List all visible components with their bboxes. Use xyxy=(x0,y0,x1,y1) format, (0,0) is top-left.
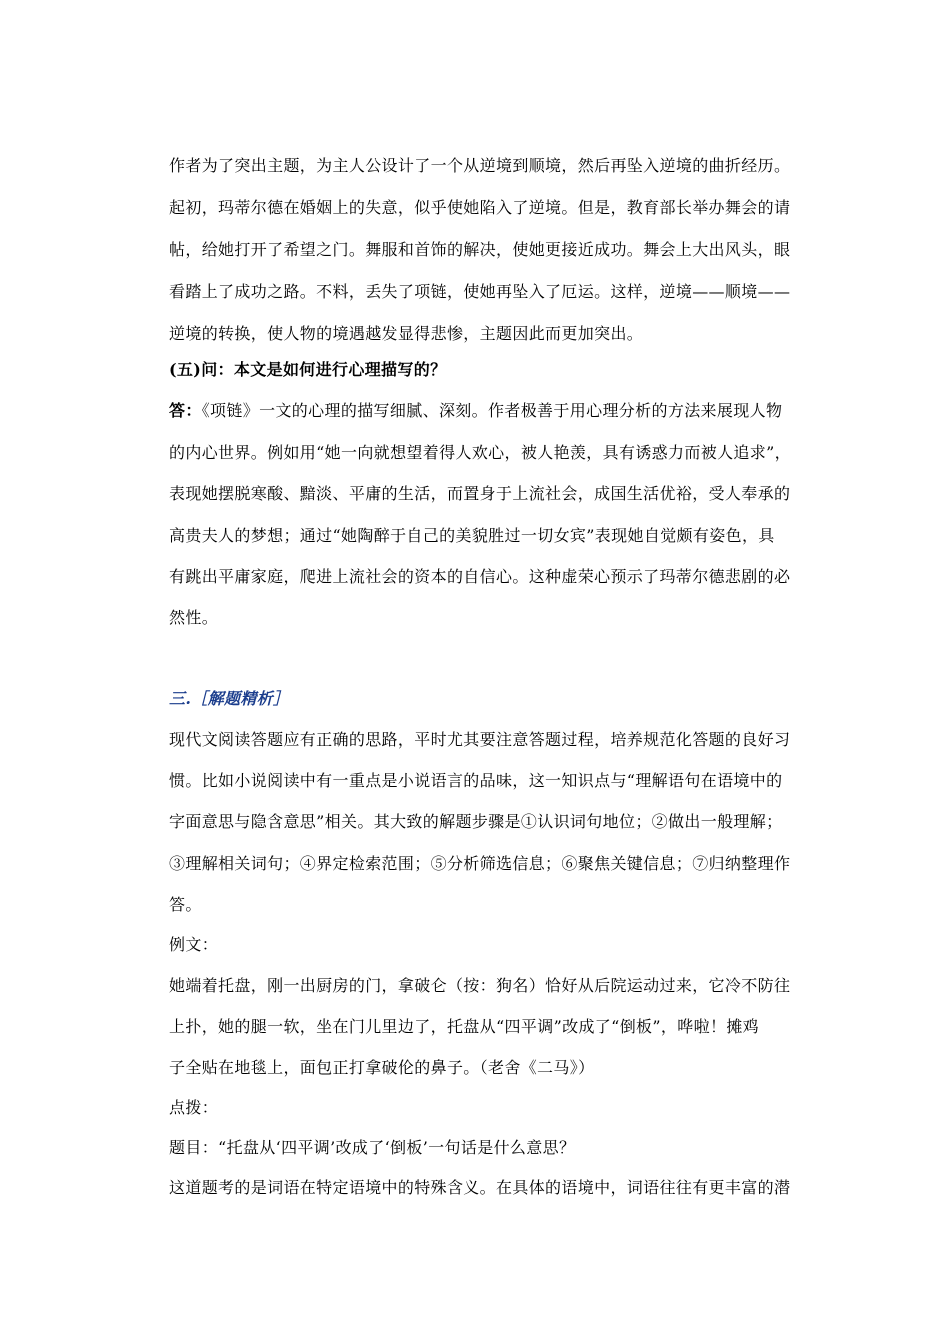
intro-line: ③理解相关词句；④界定检索范围；⑤分析筛选信息；⑥聚焦关键信息；⑦归纳整理作 xyxy=(169,854,791,873)
example-line: 子全贴在地毯上，面包正打拿破伦的鼻子。（老舍《二马》） xyxy=(169,1058,595,1077)
hint-label: 点拨： xyxy=(169,1098,219,1117)
answer-line: 表现她摆脱寒酸、黯淡、平庸的生活，而置身于上流社会，成国生活优裕，受人奉承的 xyxy=(169,484,791,503)
answer-first-line xyxy=(169,401,829,421)
paragraph-line: 起初，玛蒂尔德在婚姻上的失意，似乎使她陷入了逆境。但是，教育部长举办舞会的请 xyxy=(169,198,791,217)
paragraph-line: 作者为了突出主题，为主人公设计了一个从逆境到顺境，然后再坠入逆境的曲折经历。 xyxy=(169,156,791,175)
topic-line: 题目：“托盘从‘四平调’改成了‘倒板’一句话是什么意思？ xyxy=(169,1138,576,1157)
question-five: (五)问：本文是如何进行心理描写的？ xyxy=(169,360,447,379)
example-line: 上扑，她的腿一软，坐在门儿里边了，托盘从“四平调”改成了“倒板”，哗啦！摊鸡 xyxy=(169,1017,760,1036)
example-label: 例文： xyxy=(169,935,219,954)
paragraph-line: 逆境的转换，使人物的境遇越发显得悲惨，主题因此而更加突出。 xyxy=(169,324,644,343)
answer-line: 高贵夫人的梦想；通过“她陶醉于自己的美貌胜过一切女宾”表现她自觉颇有姿色，具 xyxy=(169,526,775,545)
example-line: 她端着托盘，刚一出厨房的门，拿破仑（按：狗名）恰好从后院运动过来，它冷不防往 xyxy=(169,976,791,995)
paragraph-line: 看踏上了成功之路。不料，丢失了项链，使她再坠入了厄运。这样，逆境——顺境—— xyxy=(169,282,791,301)
intro-line: 现代文阅读答题应有正确的思路，平时尤其要注意答题过程，培养规范化答题的良好习 xyxy=(169,730,791,749)
section-heading: 三.［解题精析］ xyxy=(169,689,290,708)
intro-line: 答。 xyxy=(169,895,202,914)
intro-line: 惯。比如小说阅读中有一重点是小说语言的品味，这一知识点与“理解语句在语境中的 xyxy=(169,771,783,790)
answer-line: 的内心世界。例如用“她一向就想望着得人欢心，被人艳羡，具有诱惑力而被人追求”， xyxy=(169,443,792,462)
analysis-line: 这道题考的是词语在特定语境中的特殊含义。在具体的语境中，词语往往有更丰富的潜 xyxy=(169,1178,791,1197)
intro-line: 字面意思与隐含意思”相关。其大致的解题步骤是①认识词句地位；②做出一般理解； xyxy=(169,812,783,831)
answer-line: 有跳出平庸家庭，爬进上流社会的资本的自信心。这种虚荣心预示了玛蒂尔德悲剧的必 xyxy=(169,567,791,586)
answer-text: 《项链》一文的心理的描写细腻、深刻。作者极善于用心理分析的方法来展现人物 xyxy=(201,401,783,420)
answer-label: 答： xyxy=(169,401,202,420)
paragraph-line: 帖，给她打开了希望之门。舞服和首饰的解决，使她更接近成功。舞会上大出风头，眼 xyxy=(169,240,791,259)
answer-line: 然性。 xyxy=(169,608,219,627)
